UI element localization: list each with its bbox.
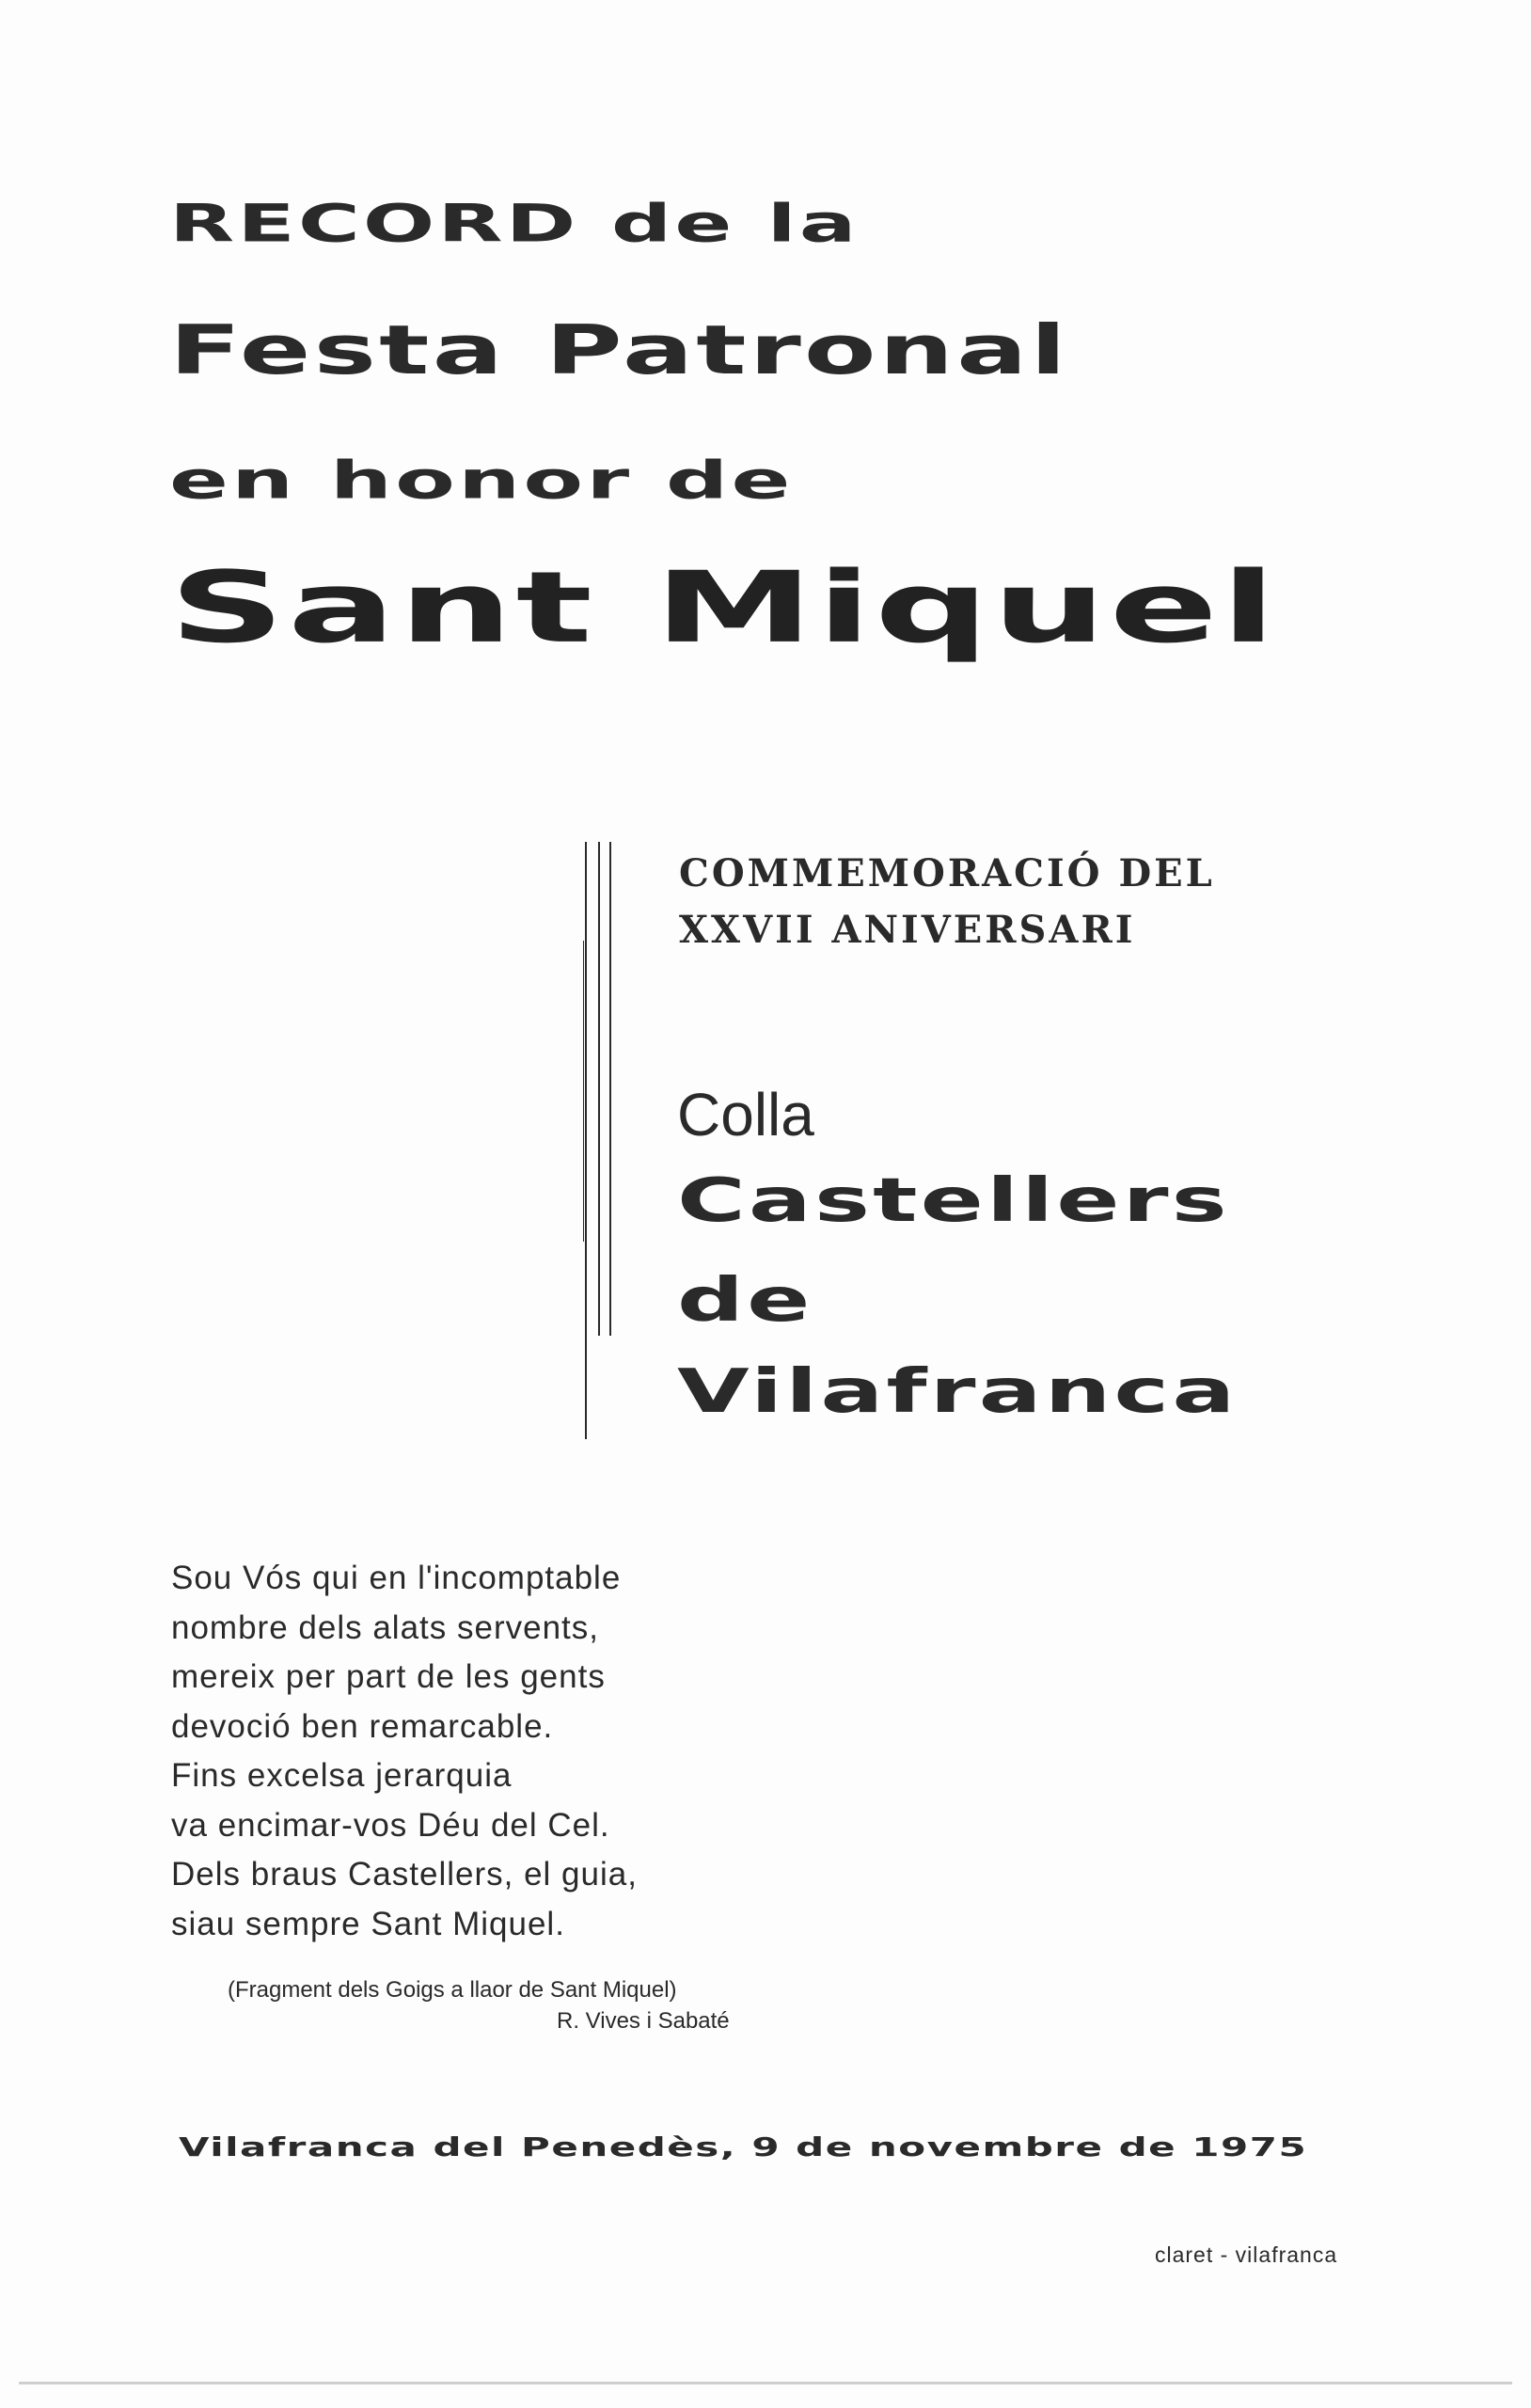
scan-edge-line bbox=[19, 2382, 1512, 2384]
decorative-rule bbox=[583, 941, 584, 1242]
group-line-colla: Colla bbox=[677, 1081, 814, 1149]
commemoration-line-2: XXVII ANIVERSARI bbox=[679, 908, 1136, 952]
poem-line: va encimar-vos Déu del Cel. bbox=[171, 1806, 610, 1844]
heading-line-record: RECORD de la bbox=[169, 193, 860, 254]
printer-credit: claret - vilafranca bbox=[1155, 2242, 1338, 2267]
poem-source: (Fragment dels Goigs a llaor de Sant Miquel) bbox=[228, 1977, 677, 2003]
group-line-castellers: Castellers bbox=[677, 1166, 1230, 1236]
group-line-vilafranca: Vilafranca bbox=[677, 1357, 1239, 1427]
poem-block bbox=[171, 1554, 638, 1949]
poem-line: siau sempre Sant Miquel. bbox=[171, 1905, 565, 1942]
decorative-rule bbox=[609, 842, 611, 1336]
poem-line: Dels braus Castellers, el guia, bbox=[171, 1856, 638, 1893]
decorative-rule bbox=[598, 842, 600, 1336]
group-line-de: de bbox=[677, 1266, 813, 1336]
poem-line: Fins excelsa jerarquia bbox=[171, 1757, 513, 1794]
place-date: Vilafranca del Penedès, 9 de novembre de 1975 bbox=[179, 2131, 1308, 2162]
poem-line: devoció ben remarcable. bbox=[171, 1707, 554, 1745]
poem-author: R. Vives i Sabaté bbox=[557, 2008, 730, 2034]
decorative-rule bbox=[585, 842, 587, 1439]
commemoration-line-1: COMMEMORACIÓ DEL bbox=[679, 851, 1215, 895]
poem-line: nombre dels alats servents, bbox=[171, 1608, 599, 1646]
poem-line: Sou Vós qui en l'incomptable bbox=[171, 1560, 622, 1596]
heading-line-saint: Sant Miquel bbox=[169, 550, 1279, 665]
heading-line-honor: en honor de bbox=[169, 450, 794, 511]
heading-line-festa: Festa Patronal bbox=[169, 310, 1069, 389]
poem-line: mereix per part de les gents bbox=[171, 1658, 606, 1695]
